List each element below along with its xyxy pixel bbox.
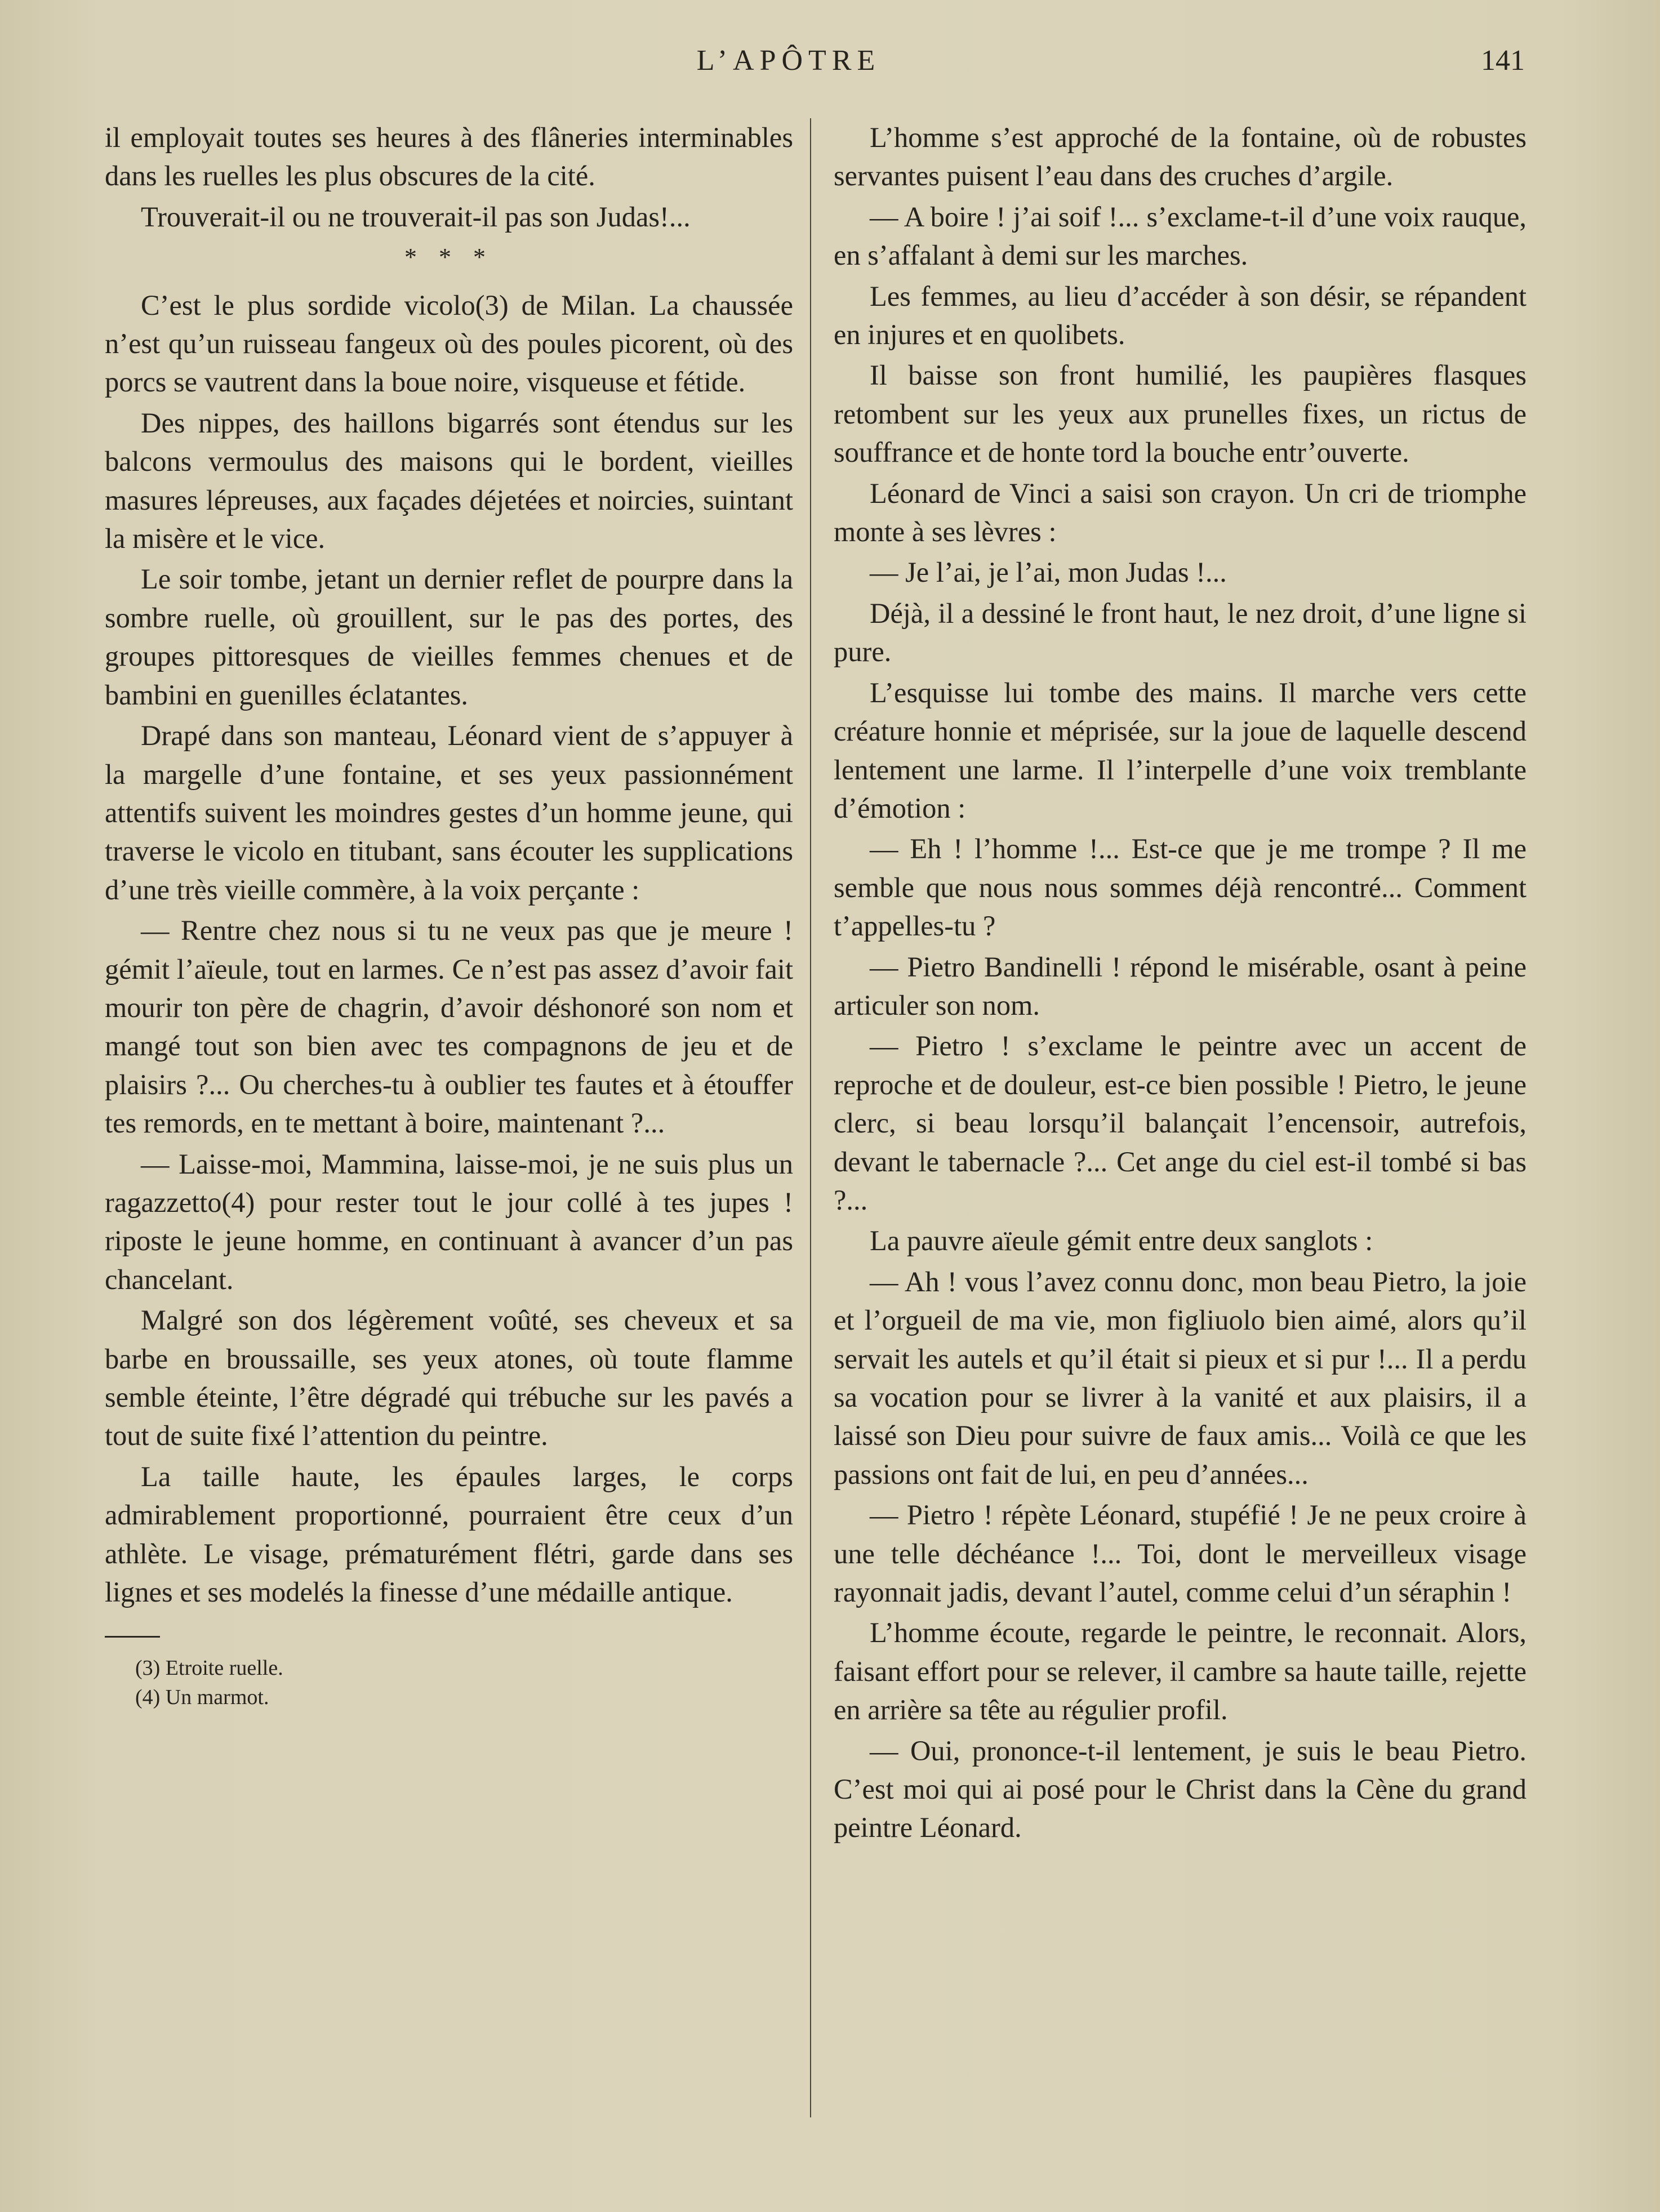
paragraph: — Je l’ai, je l’ai, mon Judas !...: [870, 556, 1227, 588]
paragraph: — Oui, prononce-t-il lentement, je suis le beau Pietro. C’est moi qui ai posé pour le Christ dans la Cène du grand peintre Léonard.: [834, 1734, 1527, 1844]
paragraph: — Eh ! l’homme !... Est-ce que je me trompe ? Il me semble que nous nous sommes déjà rencontré... Comment t’appelles-tu ?: [834, 833, 1527, 942]
footnote: (3) Etroite ruelle.: [135, 1656, 283, 1680]
right-column: [834, 118, 1527, 1849]
paragraph: — Laisse-moi, Mammina, laisse-moi, je ne suis plus un ragazzetto(4) pour rester tout le jour collé à tes jupes ! riposte le jeune homme, en continuant à avancer d’un pas chancelant.: [105, 1148, 793, 1295]
paragraph: — Rentre chez nous si tu ne veux pas que je meure ! gémit l’aïeule, tout en larmes. Ce n’est pas assez d’avoir fait mourir ton père de chagrin, d’avoir déshonoré son nom et mangé tout son bien avec tes compagnons de jeu et de plaisirs ?... Ou cherches-tu à oublier tes fautes et à étouffer tes remords, en te mettant à boire, maintenant ?...: [105, 915, 793, 1139]
page-number: 141: [1481, 44, 1525, 77]
paragraph: C’est le plus sordide vicolo(3) de Milan. La chaussée n’est qu’un ruisseau fangeux où des poules picorent, où des porcs se vautrent dans la boue noire, visqueuse et fétide.: [105, 289, 793, 398]
paragraph: Déjà, il a dessiné le front haut, le nez droit, d’une ligne si pure.: [834, 597, 1527, 668]
running-title: L’APÔTRE: [696, 44, 881, 77]
paragraph: Les femmes, au lieu d’accéder à son désir, se répandent en injures et en quolibets.: [834, 280, 1527, 351]
paragraph: La pauvre aïeule gémit entre deux sanglots :: [870, 1225, 1373, 1257]
paragraph: — Pietro ! s’exclame le peintre avec un accent de reproche et de douleur, est-ce bien possible ! Pietro, le jeune clerc, si beau lorsqu’il balançait l’encensoir, autrefois, devant le tabernacle ?... Cet ange du ciel est-il tombé si bas ?...: [834, 1030, 1527, 1216]
paragraph: L’homme écoute, regarde le peintre, le reconnait. Alors, faisant effort pour se relever, il cambre sa haute taille, rejette en arrière sa tête au régulier profil.: [834, 1617, 1527, 1726]
paragraph: Des nippes, des haillons bigarrés sont étendus sur les balcons vermoulus des maisons qui le bordent, vieilles masures lépreuses, aux façades déjetées et noircies, suintant la misère et le vice.: [105, 407, 793, 555]
footnote-rule: [105, 1636, 160, 1638]
paragraph: Il baisse son front humilié, les paupières flasques retombent sur les yeux aux prunelles fixes, un rictus de souffrance et de honte tord la bouche entr’ouverte.: [834, 359, 1527, 469]
column-divider: [810, 118, 811, 2117]
paragraph: Le soir tombe, jetant un dernier reflet de pourpre dans la sombre ruelle, où grouillent, sur le pas des portes, des groupes pittoresques de vieilles femmes chenues et de bambini en guenilles éclatantes.: [105, 563, 793, 711]
paragraph: — Pietro Bandinelli ! répond le misérable, osant à peine articuler son nom.: [834, 951, 1527, 1021]
paragraph: — Pietro ! répète Léonard, stupéfié ! Je ne peux croire à une telle déchéance !... Toi, dont le merveilleux visage rayonnait jadis, devant l’autel, comme celui d’un séraphin !: [834, 1499, 1527, 1608]
paragraph: L’homme s’est approché de la fontaine, où de robustes servantes puisent l’eau dans des cruches d’argile.: [834, 122, 1527, 192]
paragraph: — A boire ! j’ai soif !... s’exclame-t-il d’une voix rauque, en s’affalant à demi sur les marches.: [834, 200, 1527, 271]
footnote: (4) Un marmot.: [135, 1685, 269, 1710]
paragraph: il employait toutes ses heures à des flâneries interminables dans les ruelles les plus obscures de la cité.: [105, 122, 793, 192]
paragraph: Malgré son dos légèrement voûté, ses cheveux et sa barbe en broussaille, ses yeux atones, où toute flamme semble éteinte, l’être dégradé qui trébuche sur les pavés a tout de suite fixé l’attention du peintre.: [105, 1304, 793, 1452]
section-separator: * * *: [404, 243, 493, 271]
paragraph: — Ah ! vous l’avez connu donc, mon beau Pietro, la joie et l’orgueil de ma vie, mon figliuolo bien aimé, alors qu’il servait les autels et qu’il était si pieux et si pur !... Il a perdu sa vocation pour se livrer à la vanité et aux plaisirs, il a laissé son Dieu pour suivre de faux amis... Voilà ce que les passions ont fait de lui, en peu d’années...: [834, 1265, 1527, 1490]
paragraph: L’esquisse lui tombe des mains. Il marche vers cette créature honnie et méprisée, sur la joue de laquelle descend lentement une larme. Il l’interpelle d’une voix tremblante d’émotion :: [834, 676, 1527, 824]
paragraph: Drapé dans son manteau, Léonard vient de s’appuyer à la margelle d’une fontaine, et ses yeux passionnément attentifs suivent les moindres gestes d’un homme jeune, qui traverse le vicolo en titubant, sans écouter les supplications d’une très vieille commère, à la voix perçante :: [105, 720, 793, 906]
paragraph: Léonard de Vinci a saisi son crayon. Un cri de triomphe monte à ses lèvres :: [834, 477, 1527, 548]
paragraph: La taille haute, les épaules larges, le corps admirablement proportionné, pourraient être ceux d’un athlète. Le visage, prématurément flétri, garde dans ses lignes et ses modelés la finesse d’une médaille antique.: [105, 1460, 793, 1608]
left-column: [105, 118, 793, 1712]
paragraph: Trouverait-il ou ne trouverait-il pas son Judas!...: [141, 200, 691, 233]
